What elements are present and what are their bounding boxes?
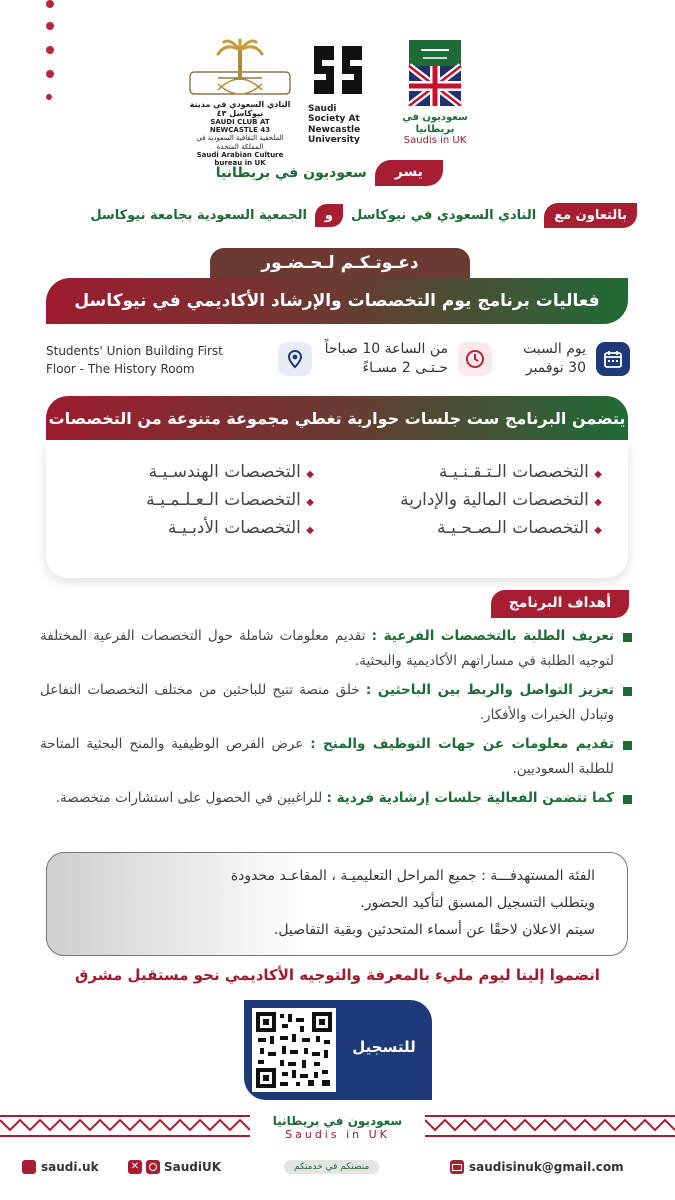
clock-icon-box [458,342,492,376]
saudis-in-uk-logo [398,40,472,146]
diamond-bullet-icon: ◆ [306,525,314,536]
session-label: التخصصات الـتـقـنـيـة [438,462,589,482]
goal-title: تعزيز التواصل والربط بين الباحثين : [365,682,614,698]
and-pill [315,204,343,227]
time-end: حـتـى 2 مسـاءً [362,360,448,376]
email-text[interactable]: saudisinuk@gmail.com [469,1160,624,1174]
triangle-pattern-icon [425,1112,675,1140]
society-name-en: Saudi Society At Newcastle University [308,104,361,146]
goals-heading-pill [491,590,629,618]
saudi-society-logo [308,40,374,146]
goal-title: كما تتضمن الفعالية جلسات إرشادية فردية : [326,790,614,806]
place-line-1: Students' Union Building First [46,344,223,358]
note-line-2: ويتطلب التسجيل المسبق لتأكيد الحضور. [360,895,595,911]
footer-brand-ar: سعوديون في بريطانيا [272,1114,403,1128]
square-bullet-icon [623,741,632,750]
session-label: التخصصات الهندسـيـة [148,462,301,482]
snapchat-handle[interactable] [22,1160,99,1174]
goal-item [40,624,632,674]
saudi-club-logo [188,38,292,167]
partner-1: النادي السعودي في نيوكاسل [351,207,537,223]
session-item [338,462,616,482]
sponsor-org: سعوديون في بريطانيا [215,165,367,181]
footer-brand-en: Saudis in UK [285,1128,390,1141]
footer-pattern-right [425,1112,675,1140]
instagram-icon [146,1160,160,1174]
partner-2: الجمعية السعودية بجامعة نيوكاسل [90,207,307,223]
location-pin-icon [285,349,305,369]
diamond-bullet-icon: ◆ [306,469,314,480]
register-button[interactable] [244,1000,432,1100]
snapchat-text[interactable]: saudi.uk [41,1160,99,1174]
place-text [46,342,223,378]
pleased-pill [375,160,443,186]
goal-text: تقديم معلومات شاملة حول التخصصات الفرعية المختلفة لتوجيه الطلبة في مساراتهم الأكاديمية والبحثية. [40,628,614,669]
society-mark-icon [308,40,368,100]
diamond-bullet-icon: ◆ [594,525,602,536]
session-item [338,518,616,538]
invite-tab [210,248,470,278]
date-date: 30 نوفمبر [525,360,586,376]
club-name-en: SAUDI CLUB AT NEWCASTLE 43 [209,118,271,135]
register-label[interactable]: للتسجيل [352,1038,416,1056]
triangle-pattern-icon [0,1112,250,1140]
bureau-name-en: Saudi Arabian Culture bureau in UK [196,150,284,167]
event-title-bar [46,278,628,324]
calendar-icon [603,349,623,369]
email-contact[interactable] [450,1160,624,1174]
session-label: التخصصات الأدبـيـة [167,518,301,538]
footer-brand [260,1114,415,1141]
goal-text: عرض الفرص الوظيفية والمنح البحثية المتاحة للطلبة السعوديين. [40,736,614,777]
sessions-list [60,462,616,538]
date-day: يوم السبت [523,341,586,357]
diamond-bullet-icon: ◆ [594,469,602,480]
qr-pattern [256,1012,332,1088]
saudis-name-en: Saudis in UK [403,135,467,146]
collaboration-line [37,200,637,230]
diamond-bullet-icon: ◆ [594,497,602,508]
square-bullet-icon [623,633,632,642]
saudis-name-ar: سعوديون في بريطانيا [402,112,468,135]
collab-label: بالتعاون مع [554,207,627,223]
goals-heading: أهداف البرنامج [508,595,611,611]
sessions-heading: يتضمن البرنامج ست جلسات حوارية تغطي مجموعة متنوعة من التخصصات [48,408,626,428]
sponsor-line [216,160,443,186]
session-label: التخصصات الـصـحـيـة [437,518,589,538]
email-icon [450,1160,464,1174]
goals-list [40,624,632,811]
tagline-text: منصتكم في خدمتكم [294,1162,370,1172]
session-label: التخصصات المالية والإدارية [400,490,589,510]
time-start: من الساعة 10 صباحاً [324,341,448,357]
goal-item [40,732,632,782]
and-text: و [324,207,334,223]
palm-swords-emblem-icon [188,38,292,96]
session-item [60,462,338,482]
invite-line: دعـوتـكـم لـحـضـور [261,253,419,273]
goal-item [40,786,632,811]
pleased-text: يسر [394,164,423,180]
place-line-2: Floor - The History Room [46,362,195,376]
decorative-dots [38,0,58,100]
time-text [325,340,448,378]
calendar-icon-box [596,342,630,376]
session-label: التخصصات الـعـلـمـيـة [146,490,301,510]
goal-text: للراغبين في الحصول على استشارات متخصصة. [55,790,327,806]
goal-text: خلق منصة تتيح للباحثين من مختلف التخصصات التفاعل وتبادل الخبرات والأفكار. [40,682,614,723]
note-line-3: سيتم الاعلان لاحقًا عن أسماء المتحدثين وبقية التفاصيل. [273,922,595,938]
diamond-bullet-icon: ◆ [306,497,314,508]
snapchat-icon [22,1160,36,1174]
location-icon-box [278,342,312,376]
date-text [523,340,586,378]
x-icon: ✕ [128,1160,142,1174]
club-name-ar: النادي السعودي في مدينة نيوكاسل ٤٣ [189,100,291,119]
session-item [60,490,338,510]
session-item [60,518,338,538]
square-bullet-icon [623,795,632,804]
goal-title: تعريف الطلبة بالتخصصات الفرعية : [371,628,615,644]
social-handle[interactable] [128,1160,221,1174]
note-line-1: الفئة المستهدفـــة : جميع المراحل التعليميـة ، المقاعـد محدودة [230,868,595,884]
sessions-heading-bar [46,396,628,440]
goal-title: تقديم معلومات عن جهات التوظيف والمنح : [310,736,614,752]
clock-icon [465,349,485,369]
call-to-action: انضموا إلينا ليوم مليء بالمعرفة والتوجيه الأكاديمي نحو مستقبل مشرق [75,966,600,984]
goal-item [40,678,632,728]
collab-label-pill [544,203,637,228]
qr-code-icon[interactable] [252,1008,336,1092]
square-bullet-icon [623,687,632,696]
footer-pattern-left [0,1112,250,1140]
info-row [46,336,630,386]
session-item [338,490,616,510]
flags-icon [403,40,467,106]
tagline-pill [284,1160,379,1174]
note-box [46,852,628,956]
social-text[interactable]: SaudiUK [164,1160,222,1174]
bureau-name-ar: الملحقية الثقافية السعودية في المملكة المتحدة [196,134,284,151]
event-title: فعاليات برنامج يوم التخصصات والإرشاد الأكاديمي في نيوكاسل [74,291,600,311]
